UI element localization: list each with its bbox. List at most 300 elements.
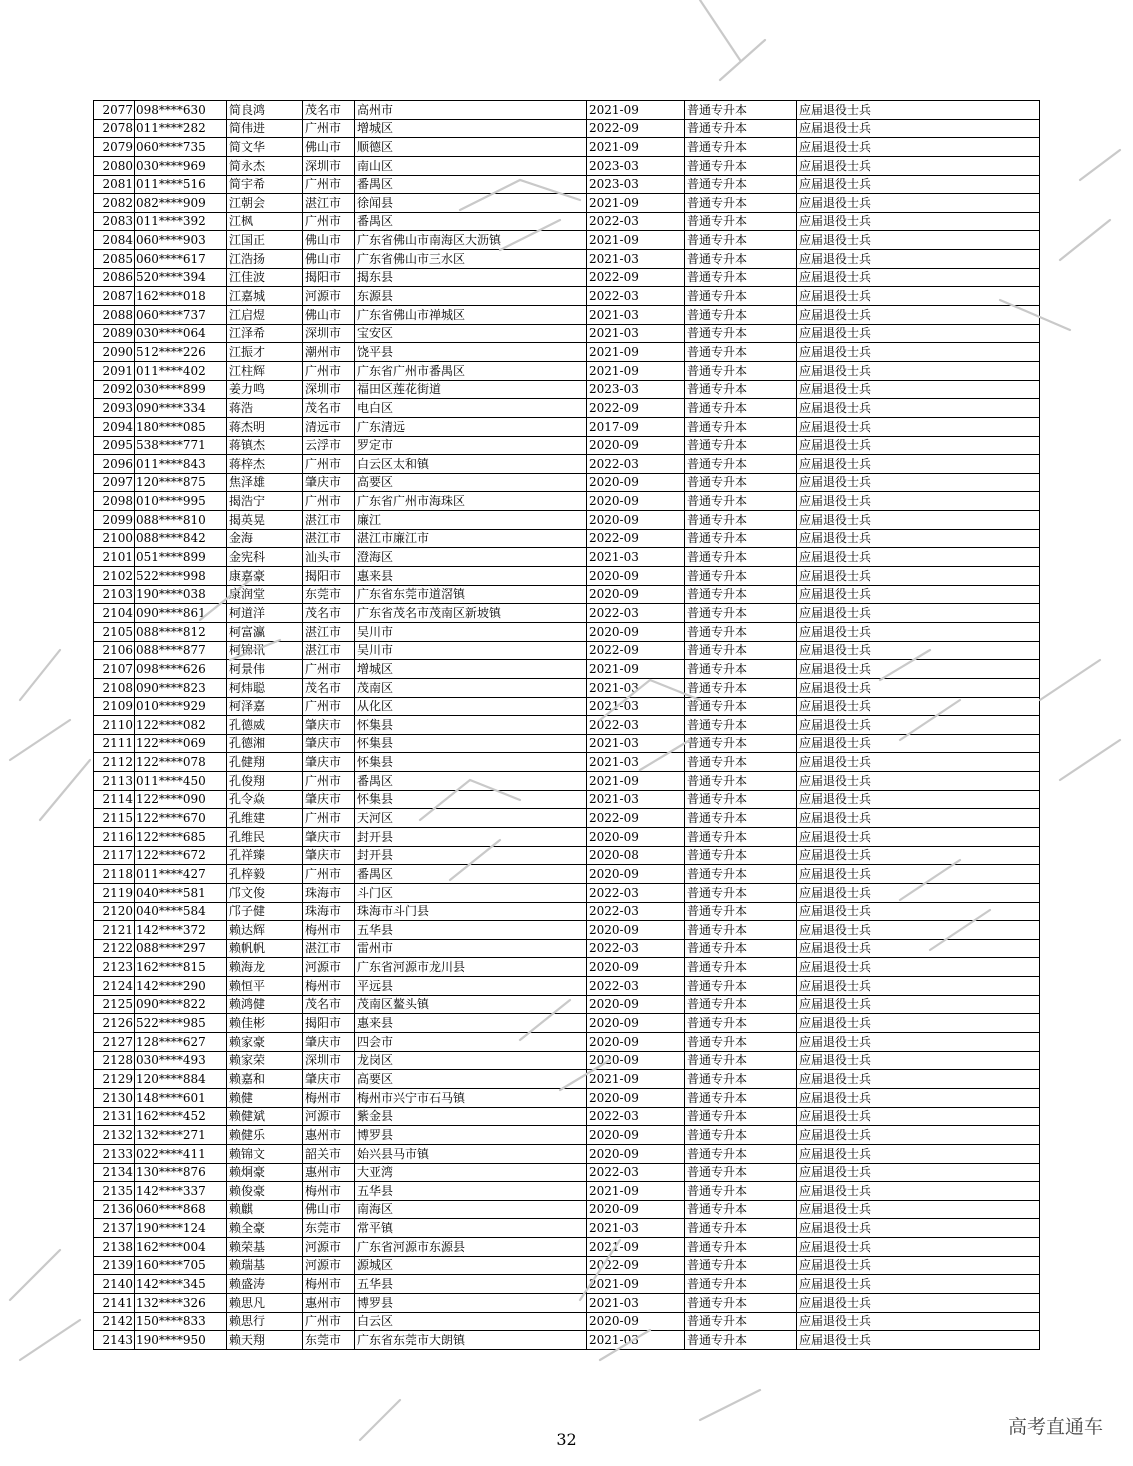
cell-candidate-name: 邝子健	[227, 902, 303, 921]
cell-candidate-id: 060****735	[135, 138, 227, 157]
cell-city: 云浮市	[303, 436, 355, 455]
table-row	[94, 194, 1040, 213]
cell-home-address: 天河区	[355, 809, 587, 828]
cell-city: 汕头市	[303, 548, 355, 567]
cell-exam-type: 普通专升本	[685, 958, 797, 977]
cell-serial-number: 2143	[94, 1331, 135, 1350]
table-row	[94, 119, 1040, 138]
cell-city: 广州市	[303, 212, 355, 231]
cell-city: 河源市	[303, 1107, 355, 1126]
cell-candidate-name: 孔令焱	[227, 790, 303, 809]
cell-home-address: 四会市	[355, 1033, 587, 1052]
cell-exam-type: 普通专升本	[685, 883, 797, 902]
table-row	[94, 734, 1040, 753]
cell-city: 广州市	[303, 697, 355, 716]
cell-candidate-id: 088****297	[135, 939, 227, 958]
cell-candidate-name: 赖荣基	[227, 1238, 303, 1257]
cell-city: 深圳市	[303, 156, 355, 175]
cell-candidate-category: 应届退役士兵	[797, 436, 1040, 455]
table-row	[94, 697, 1040, 716]
cell-home-address: 番禺区	[355, 175, 587, 194]
cell-enlistment-date: 2021-09	[587, 343, 685, 362]
cell-serial-number: 2114	[94, 790, 135, 809]
cell-serial-number: 2141	[94, 1294, 135, 1313]
cell-exam-type: 普通专升本	[685, 156, 797, 175]
table-row	[94, 902, 1040, 921]
cell-candidate-id: 040****584	[135, 902, 227, 921]
cell-candidate-category: 应届退役士兵	[797, 1312, 1040, 1331]
cell-city: 广州市	[303, 492, 355, 511]
cell-home-address: 高要区	[355, 1070, 587, 1089]
cell-candidate-category: 应届退役士兵	[797, 1163, 1040, 1182]
cell-candidate-id: 180****085	[135, 417, 227, 436]
cell-serial-number: 2127	[94, 1033, 135, 1052]
cell-enlistment-date: 2022-09	[587, 268, 685, 287]
cell-city: 肇庆市	[303, 734, 355, 753]
cell-serial-number: 2136	[94, 1200, 135, 1219]
cell-enlistment-date: 2020-09	[587, 827, 685, 846]
cell-candidate-name: 姜力鸣	[227, 380, 303, 399]
cell-city: 潮州市	[303, 343, 355, 362]
watermark-stroke	[1040, 660, 1100, 700]
table-row	[94, 1163, 1040, 1182]
cell-candidate-category: 应届退役士兵	[797, 772, 1040, 791]
cell-home-address: 茂南区鳌头镇	[355, 995, 587, 1014]
table-row	[94, 324, 1040, 343]
cell-candidate-name: 赖达辉	[227, 921, 303, 940]
cell-candidate-name: 赖麒	[227, 1200, 303, 1219]
cell-serial-number: 2110	[94, 716, 135, 735]
cell-enlistment-date: 2021-09	[587, 1275, 685, 1294]
cell-candidate-name: 柯泽嘉	[227, 697, 303, 716]
cell-exam-type: 普通专升本	[685, 436, 797, 455]
cell-candidate-name: 江浩扬	[227, 250, 303, 269]
cell-enlistment-date: 2020-09	[587, 436, 685, 455]
cell-city: 广州市	[303, 119, 355, 138]
cell-candidate-id: 030****899	[135, 380, 227, 399]
cell-exam-type: 普通专升本	[685, 567, 797, 586]
cell-home-address: 揭东县	[355, 268, 587, 287]
cell-candidate-category: 应届退役士兵	[797, 455, 1040, 474]
cell-exam-type: 普通专升本	[685, 119, 797, 138]
cell-city: 河源市	[303, 1238, 355, 1257]
table-row	[94, 380, 1040, 399]
cell-exam-type: 普通专升本	[685, 1126, 797, 1145]
cell-city: 梅州市	[303, 1275, 355, 1294]
cell-city: 肇庆市	[303, 827, 355, 846]
cell-candidate-name: 赖嘉和	[227, 1070, 303, 1089]
cell-candidate-category: 应届退役士兵	[797, 678, 1040, 697]
cell-candidate-category: 应届退役士兵	[797, 1107, 1040, 1126]
cell-home-address: 龙岗区	[355, 1051, 587, 1070]
cell-candidate-name: 柯景伟	[227, 660, 303, 679]
cell-candidate-category: 应届退役士兵	[797, 585, 1040, 604]
cell-exam-type: 普通专升本	[685, 1182, 797, 1201]
cell-home-address: 惠来县	[355, 1014, 587, 1033]
cell-home-address: 东源县	[355, 287, 587, 306]
cell-exam-type: 普通专升本	[685, 511, 797, 530]
cell-home-address: 封开县	[355, 827, 587, 846]
cell-home-address: 增城区	[355, 119, 587, 138]
cell-candidate-name: 赖家豪	[227, 1033, 303, 1052]
cell-serial-number: 2128	[94, 1051, 135, 1070]
cell-candidate-id: 142****337	[135, 1182, 227, 1201]
cell-exam-type: 普通专升本	[685, 1200, 797, 1219]
cell-exam-type: 普通专升本	[685, 1163, 797, 1182]
cell-enlistment-date: 2022-03	[587, 1163, 685, 1182]
cell-candidate-name: 赖健	[227, 1088, 303, 1107]
cell-candidate-id: 122****082	[135, 716, 227, 735]
watermark-stroke	[10, 720, 70, 760]
table-row	[94, 1107, 1040, 1126]
cell-candidate-id: 030****064	[135, 324, 227, 343]
cell-exam-type: 普通专升本	[685, 604, 797, 623]
cell-candidate-name: 赖盛涛	[227, 1275, 303, 1294]
cell-serial-number: 2130	[94, 1088, 135, 1107]
cell-city: 广州市	[303, 175, 355, 194]
cell-home-address: 五华县	[355, 921, 587, 940]
cell-candidate-category: 应届退役士兵	[797, 417, 1040, 436]
cell-home-address: 湛江市廉江市	[355, 529, 587, 548]
table-row	[94, 343, 1040, 362]
table-row	[94, 1331, 1040, 1350]
cell-candidate-category: 应届退役士兵	[797, 287, 1040, 306]
cell-enlistment-date: 2022-03	[587, 604, 685, 623]
cell-exam-type: 普通专升本	[685, 977, 797, 996]
cell-candidate-category: 应届退役士兵	[797, 1331, 1040, 1350]
cell-candidate-id: 522****985	[135, 1014, 227, 1033]
table-row	[94, 865, 1040, 884]
cell-exam-type: 普通专升本	[685, 585, 797, 604]
cell-serial-number: 2103	[94, 585, 135, 604]
table-row	[94, 1238, 1040, 1257]
cell-candidate-category: 应届退役士兵	[797, 473, 1040, 492]
cell-candidate-name: 江朝会	[227, 194, 303, 213]
cell-city: 深圳市	[303, 1051, 355, 1070]
cell-serial-number: 2131	[94, 1107, 135, 1126]
cell-candidate-name: 赖思行	[227, 1312, 303, 1331]
cell-serial-number: 2094	[94, 417, 135, 436]
cell-candidate-name: 柯锦讯	[227, 641, 303, 660]
cell-exam-type: 普通专升本	[685, 1275, 797, 1294]
cell-candidate-category: 应届退役士兵	[797, 1088, 1040, 1107]
cell-exam-type: 普通专升本	[685, 399, 797, 418]
cell-enlistment-date: 2021-03	[587, 306, 685, 325]
cell-enlistment-date: 2021-03	[587, 324, 685, 343]
cell-candidate-id: 522****998	[135, 567, 227, 586]
table-row	[94, 1200, 1040, 1219]
cell-home-address: 大亚湾	[355, 1163, 587, 1182]
cell-candidate-name: 赖瑞基	[227, 1256, 303, 1275]
cell-candidate-category: 应届退役士兵	[797, 753, 1040, 772]
cell-candidate-category: 应届退役士兵	[797, 1200, 1040, 1219]
cell-home-address: 五华县	[355, 1275, 587, 1294]
cell-home-address: 斗门区	[355, 883, 587, 902]
cell-candidate-category: 应届退役士兵	[797, 1070, 1040, 1089]
cell-city: 清远市	[303, 417, 355, 436]
cell-home-address: 博罗县	[355, 1126, 587, 1145]
cell-candidate-category: 应届退役士兵	[797, 1014, 1040, 1033]
cell-enlistment-date: 2022-03	[587, 1107, 685, 1126]
cell-candidate-id: 122****670	[135, 809, 227, 828]
cell-home-address: 电白区	[355, 399, 587, 418]
cell-serial-number: 2105	[94, 622, 135, 641]
table-row	[94, 827, 1040, 846]
cell-enlistment-date: 2020-09	[587, 1200, 685, 1219]
table-row	[94, 567, 1040, 586]
table-row	[94, 511, 1040, 530]
cell-candidate-category: 应届退役士兵	[797, 361, 1040, 380]
cell-exam-type: 普通专升本	[685, 306, 797, 325]
table-row	[94, 436, 1040, 455]
cell-serial-number: 2107	[94, 660, 135, 679]
cell-home-address: 广东省广州市番禺区	[355, 361, 587, 380]
cell-serial-number: 2089	[94, 324, 135, 343]
cell-enlistment-date: 2022-03	[587, 902, 685, 921]
cell-serial-number: 2096	[94, 455, 135, 474]
cell-candidate-category: 应届退役士兵	[797, 921, 1040, 940]
cell-city: 珠海市	[303, 902, 355, 921]
cell-enlistment-date: 2023-03	[587, 175, 685, 194]
cell-candidate-id: 162****815	[135, 958, 227, 977]
cell-exam-type: 普通专升本	[685, 1256, 797, 1275]
watermark-stroke	[700, 0, 740, 60]
cell-candidate-name: 赖锦文	[227, 1144, 303, 1163]
cell-exam-type: 普通专升本	[685, 1144, 797, 1163]
cell-home-address: 广东省佛山市三水区	[355, 250, 587, 269]
table-row	[94, 1219, 1040, 1238]
cell-city: 河源市	[303, 958, 355, 977]
table-row	[94, 716, 1040, 735]
table-row	[94, 1051, 1040, 1070]
cell-enlistment-date: 2021-09	[587, 361, 685, 380]
cell-candidate-id: 162****004	[135, 1238, 227, 1257]
cell-serial-number: 2112	[94, 753, 135, 772]
cell-home-address: 番禺区	[355, 865, 587, 884]
cell-home-address: 高州市	[355, 101, 587, 120]
cell-city: 肇庆市	[303, 790, 355, 809]
table-row	[94, 809, 1040, 828]
cell-enlistment-date: 2020-09	[587, 1144, 685, 1163]
cell-candidate-id: 160****705	[135, 1256, 227, 1275]
cell-candidate-id: 060****737	[135, 306, 227, 325]
cell-candidate-id: 122****685	[135, 827, 227, 846]
table-row	[94, 1144, 1040, 1163]
cell-candidate-id: 098****626	[135, 660, 227, 679]
cell-serial-number: 2119	[94, 883, 135, 902]
cell-exam-type: 普通专升本	[685, 417, 797, 436]
cell-city: 茂名市	[303, 604, 355, 623]
cell-enlistment-date: 2022-09	[587, 119, 685, 138]
cell-candidate-id: 120****884	[135, 1070, 227, 1089]
cell-enlistment-date: 2022-09	[587, 809, 685, 828]
cell-home-address: 五华县	[355, 1182, 587, 1201]
cell-candidate-category: 应届退役士兵	[797, 324, 1040, 343]
cell-home-address: 福田区莲花街道	[355, 380, 587, 399]
table-row	[94, 753, 1040, 772]
cell-serial-number: 2125	[94, 995, 135, 1014]
cell-exam-type: 普通专升本	[685, 902, 797, 921]
cell-exam-type: 普通专升本	[685, 231, 797, 250]
cell-candidate-name: 简良鸿	[227, 101, 303, 120]
cell-exam-type: 普通专升本	[685, 1051, 797, 1070]
cell-candidate-category: 应届退役士兵	[797, 268, 1040, 287]
cell-candidate-category: 应届退役士兵	[797, 138, 1040, 157]
cell-candidate-name: 赖健斌	[227, 1107, 303, 1126]
cell-home-address: 广东省东莞市道滘镇	[355, 585, 587, 604]
cell-candidate-name: 揭英晃	[227, 511, 303, 530]
cell-candidate-category: 应届退役士兵	[797, 604, 1040, 623]
cell-city: 深圳市	[303, 380, 355, 399]
cell-city: 茂名市	[303, 678, 355, 697]
cell-candidate-id: 011****402	[135, 361, 227, 380]
cell-exam-type: 普通专升本	[685, 455, 797, 474]
table-row	[94, 1088, 1040, 1107]
table-row	[94, 604, 1040, 623]
cell-exam-type: 普通专升本	[685, 641, 797, 660]
cell-home-address: 广东省茂名市茂南区新坡镇	[355, 604, 587, 623]
cell-enlistment-date: 2020-09	[587, 567, 685, 586]
cell-serial-number: 2077	[94, 101, 135, 120]
table-row	[94, 455, 1040, 474]
cell-city: 肇庆市	[303, 1033, 355, 1052]
cell-serial-number: 2123	[94, 958, 135, 977]
cell-home-address: 怀集县	[355, 753, 587, 772]
cell-enlistment-date: 2020-08	[587, 846, 685, 865]
cell-candidate-id: 040****581	[135, 883, 227, 902]
cell-enlistment-date: 2022-09	[587, 529, 685, 548]
cell-exam-type: 普通专升本	[685, 138, 797, 157]
cell-exam-type: 普通专升本	[685, 1331, 797, 1350]
table-row	[94, 138, 1040, 157]
cell-exam-type: 普通专升本	[685, 287, 797, 306]
cell-city: 广州市	[303, 865, 355, 884]
cell-candidate-category: 应届退役士兵	[797, 231, 1040, 250]
table-row	[94, 846, 1040, 865]
cell-exam-type: 普通专升本	[685, 995, 797, 1014]
cell-candidate-name: 蒋浩	[227, 399, 303, 418]
cell-serial-number: 2079	[94, 138, 135, 157]
cell-candidate-category: 应届退役士兵	[797, 1051, 1040, 1070]
cell-enlistment-date: 2022-09	[587, 399, 685, 418]
table-row	[94, 1312, 1040, 1331]
cell-serial-number: 2083	[94, 212, 135, 231]
cell-candidate-name: 揭浩宁	[227, 492, 303, 511]
cell-candidate-name: 江柱辉	[227, 361, 303, 380]
cell-candidate-id: 088****842	[135, 529, 227, 548]
cell-home-address: 廉江	[355, 511, 587, 530]
cell-exam-type: 普通专升本	[685, 809, 797, 828]
table-row	[94, 995, 1040, 1014]
table-row	[94, 772, 1040, 791]
cell-enlistment-date: 2020-09	[587, 1014, 685, 1033]
cell-candidate-id: 060****903	[135, 231, 227, 250]
watermark-stroke	[700, 1390, 760, 1420]
cell-candidate-id: 088****810	[135, 511, 227, 530]
cell-enlistment-date: 2021-03	[587, 753, 685, 772]
cell-home-address: 珠海市斗门县	[355, 902, 587, 921]
cell-candidate-name: 赖鸿健	[227, 995, 303, 1014]
cell-candidate-id: 122****672	[135, 846, 227, 865]
cell-candidate-name: 江启煜	[227, 306, 303, 325]
cell-enlistment-date: 2022-03	[587, 939, 685, 958]
cell-home-address: 广东清远	[355, 417, 587, 436]
cell-city: 梅州市	[303, 1088, 355, 1107]
cell-candidate-name: 金宪科	[227, 548, 303, 567]
cell-serial-number: 2102	[94, 567, 135, 586]
cell-exam-type: 普通专升本	[685, 361, 797, 380]
cell-serial-number: 2115	[94, 809, 135, 828]
cell-serial-number: 2134	[94, 1163, 135, 1182]
cell-serial-number: 2101	[94, 548, 135, 567]
cell-candidate-id: 011****843	[135, 455, 227, 474]
table-row	[94, 492, 1040, 511]
cell-serial-number: 2099	[94, 511, 135, 530]
cell-enlistment-date: 2023-03	[587, 380, 685, 399]
cell-enlistment-date: 2021-03	[587, 678, 685, 697]
cell-city: 广州市	[303, 809, 355, 828]
cell-candidate-name: 康嘉豪	[227, 567, 303, 586]
cell-city: 广州市	[303, 455, 355, 474]
cell-exam-type: 普通专升本	[685, 1312, 797, 1331]
cell-candidate-name: 江佳波	[227, 268, 303, 287]
cell-serial-number: 2122	[94, 939, 135, 958]
cell-home-address: 怀集县	[355, 734, 587, 753]
cell-home-address: 白云区太和镇	[355, 455, 587, 474]
cell-home-address: 雷州市	[355, 939, 587, 958]
cell-serial-number: 2117	[94, 846, 135, 865]
cell-candidate-name: 赖全豪	[227, 1219, 303, 1238]
watermark-stroke	[10, 1250, 60, 1300]
cell-candidate-id: 022****411	[135, 1144, 227, 1163]
cell-candidate-category: 应届退役士兵	[797, 1126, 1040, 1145]
cell-candidate-name: 蒋梓杰	[227, 455, 303, 474]
cell-candidate-category: 应届退役士兵	[797, 101, 1040, 120]
cell-candidate-name: 江枫	[227, 212, 303, 231]
cell-serial-number: 2081	[94, 175, 135, 194]
cell-city: 梅州市	[303, 977, 355, 996]
watermark-stroke	[40, 760, 90, 820]
cell-exam-type: 普通专升本	[685, 212, 797, 231]
cell-home-address: 始兴县马市镇	[355, 1144, 587, 1163]
cell-enlistment-date: 2021-09	[587, 101, 685, 120]
cell-exam-type: 普通专升本	[685, 622, 797, 641]
table-row	[94, 660, 1040, 679]
cell-home-address: 梅州市兴宁市石马镇	[355, 1088, 587, 1107]
table-row	[94, 1275, 1040, 1294]
table-row	[94, 678, 1040, 697]
cell-candidate-category: 应届退役士兵	[797, 1144, 1040, 1163]
cell-candidate-name: 柯富瀛	[227, 622, 303, 641]
cell-home-address: 南海区	[355, 1200, 587, 1219]
cell-exam-type: 普通专升本	[685, 529, 797, 548]
cell-exam-type: 普通专升本	[685, 697, 797, 716]
cell-serial-number: 2108	[94, 678, 135, 697]
cell-candidate-category: 应届退役士兵	[797, 660, 1040, 679]
cell-serial-number: 2080	[94, 156, 135, 175]
table-row	[94, 883, 1040, 902]
cell-candidate-id: 148****601	[135, 1088, 227, 1107]
cell-serial-number: 2140	[94, 1275, 135, 1294]
cell-candidate-id: 011****516	[135, 175, 227, 194]
cell-candidate-name: 蒋杰明	[227, 417, 303, 436]
cell-exam-type: 普通专升本	[685, 660, 797, 679]
cell-candidate-name: 赖帆帆	[227, 939, 303, 958]
table-row	[94, 1294, 1040, 1313]
cell-enlistment-date: 2022-03	[587, 977, 685, 996]
cell-home-address: 怀集县	[355, 790, 587, 809]
cell-city: 揭阳市	[303, 268, 355, 287]
